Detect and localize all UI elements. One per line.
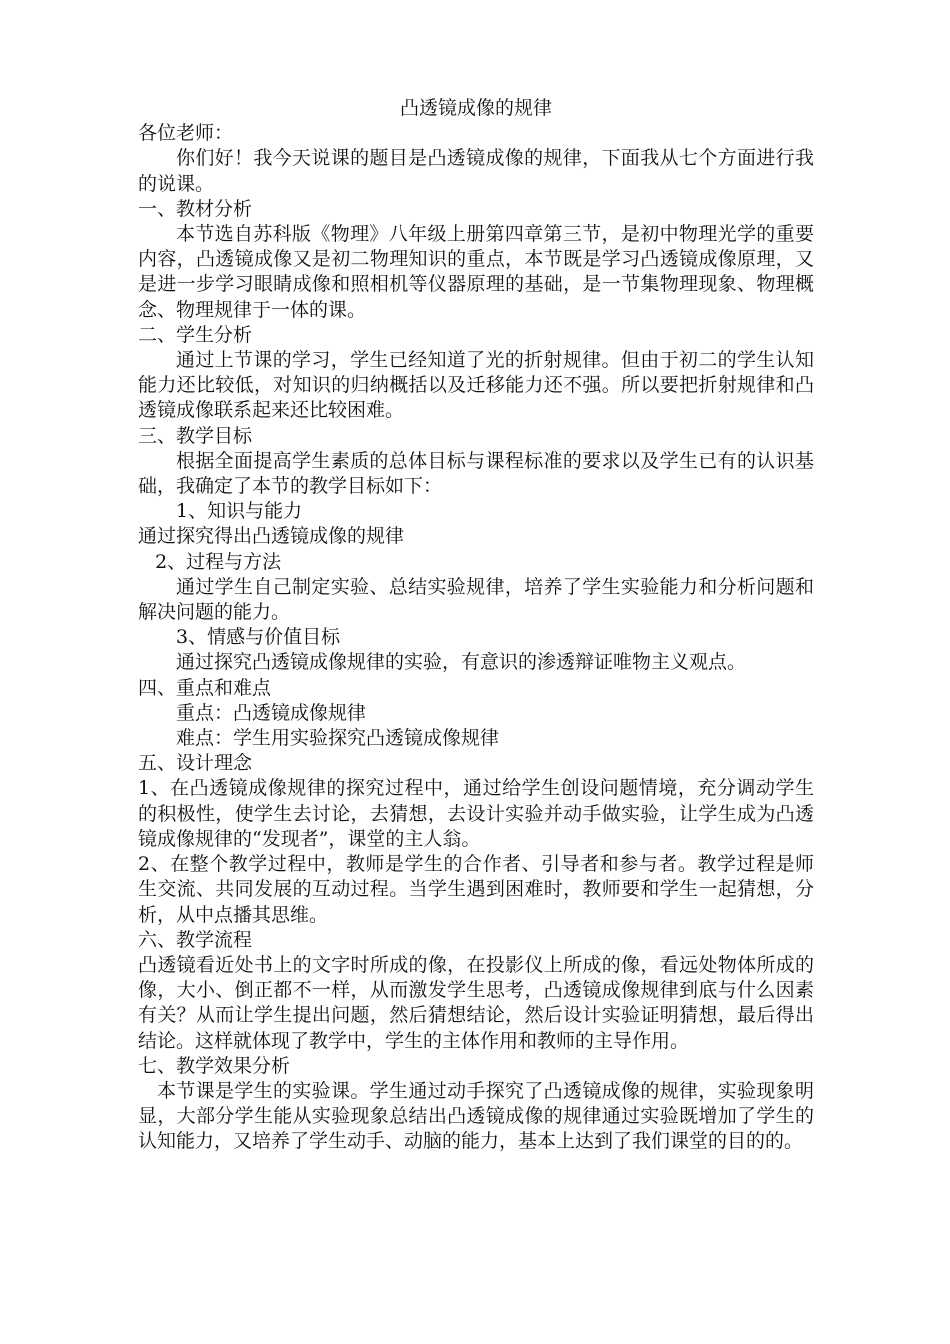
section-heading-design-concept: 五、设计理念	[138, 752, 253, 775]
goal-knowledge-body: 通过探究得出凸透镜成像的规律	[138, 525, 405, 548]
section-heading-teaching-goals: 三、教学目标	[138, 424, 253, 447]
teaching-goals-paragraph: 根据全面提高学生素质的总体目标与课程标准的要求以及学生已有的认识基础，我确定了本节的教学目标如下：	[138, 449, 814, 498]
goal-emotion-title: 3、情感与价值目标	[176, 626, 341, 649]
effect-analysis-paragraph: 本节课是学生的实验课。学生通过动手探究了凸透镜成像的规律，实验现象明显，大部分学生能从实验现象总结出凸透镜成像的规律通过实验既增加了学生的认知能力，又培养了学生动手、动脑的能力，基本上达到了我们课堂的目的的。	[138, 1079, 814, 1153]
student-analysis-paragraph: 通过上节课的学习，学生已经知道了光的折射规律。但由于初二的学生认知能力还比较低，对知识的归纳概括以及迁移能力还不强。所以要把折射规律和凸透镜成像联系起来还比较困难。	[138, 349, 814, 422]
difficult-point: 难点：学生用实验探究凸透镜成像规律	[176, 727, 500, 750]
textbook-analysis-paragraph: 本节选自苏科版《物理》八年级上册第四章第三节，是初中物理光学的重要内容，凸透镜成像又是初二物理知识的重点，本节既是学习凸透镜成像原理，又是进一步学习眼睛成像和照相机等仪器原理的基础，是一节集物理现象、物理概念、物理规律于一体的课。	[138, 223, 814, 321]
section-heading-key-points: 四、重点和难点	[138, 676, 272, 699]
design-concept-paragraph-1: 1、在凸透镜成像规律的探究过程中，通过给学生创设问题情境，充分调动学生的积极性，使学生去讨论，去猜想，去设计实验并动手做实验，让学生成为凸透镜成像规律的“发现者”，课堂的主人翁。	[138, 777, 814, 850]
document-title: 凸透镜成像的规律	[399, 97, 552, 119]
goal-knowledge-title: 1、知识与能力	[176, 500, 303, 523]
goal-emotion-body: 通过探究凸透镜成像规律的实验，有意识的渗透辩证唯物主义观点。	[176, 651, 747, 674]
intro-paragraph: 你们好！我今天说课的题目是凸透镜成像的规律，下面我从七个方面进行我的说课。	[138, 147, 814, 195]
section-heading-student-analysis: 二、学生分析	[138, 323, 253, 346]
section-heading-effect-analysis: 七、教学效果分析	[138, 1054, 291, 1077]
goal-process-body: 通过学生自己制定实验、总结实验规律，培养了学生实验能力和分析问题和解决问题的能力。	[138, 575, 814, 624]
section-heading-teaching-process: 六、教学流程	[138, 928, 253, 951]
section-heading-textbook-analysis: 一、教材分析	[138, 197, 253, 220]
document-page	[138, 96, 814, 1155]
key-point: 重点：凸透镜成像规律	[176, 701, 367, 724]
salutation: 各位老师：	[138, 122, 234, 145]
goal-process-title: 2、过程与方法	[155, 550, 282, 573]
teaching-process-paragraph: 凸透镜看近处书上的文字时所成的像，在投影仪上所成的像，看远处物体所成的像，大小、倒正都不一样，从而激发学生思考，凸透镜成像规律到底与什么因素有关？从而让学生提出问题，然后猜想结论，然后设计实验证明猜想，最后得出结论。这样就体现了教学中，学生的主体作用和教师的主导作用。	[138, 953, 814, 1052]
design-concept-paragraph-2: 2、在整个教学过程中，教师是学生的合作者、引导者和参与者。教学过程是师生交流、共同发展的互动过程。当学生遇到困难时，教师要和学生一起猜想，分析，从中点播其思维。	[138, 853, 814, 926]
